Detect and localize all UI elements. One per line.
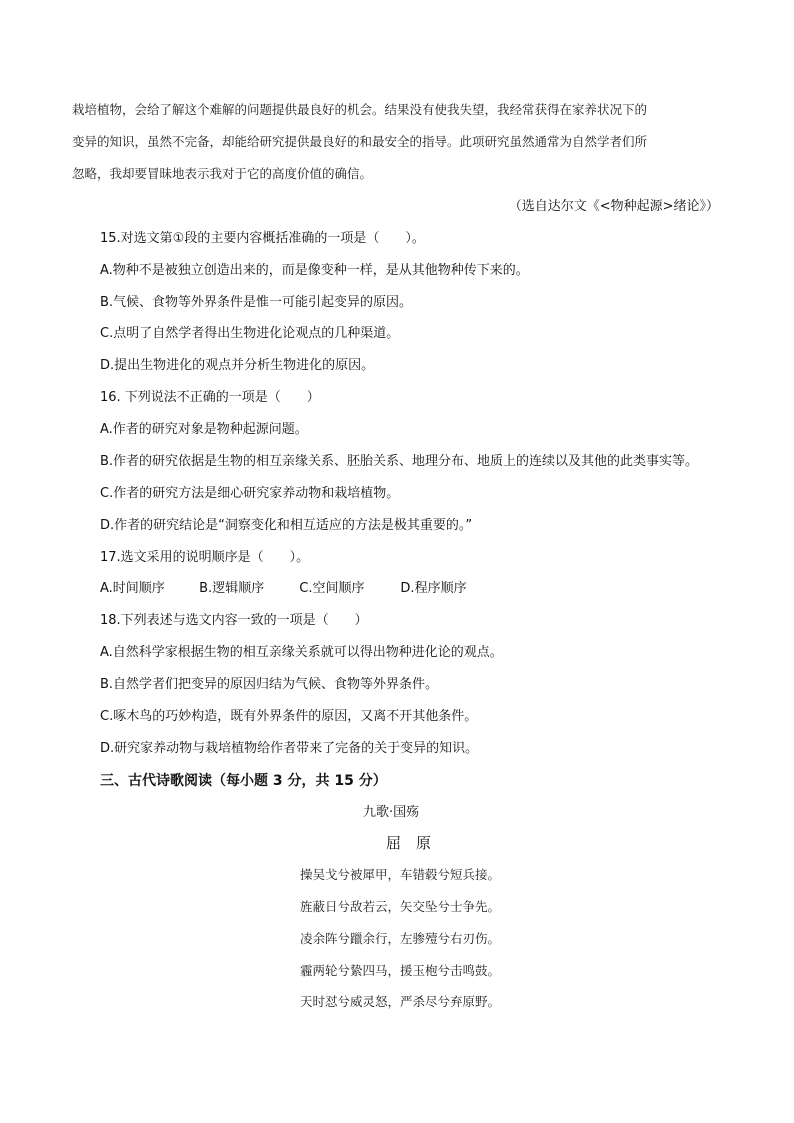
question-17-stem: 17.选文采用的说明顺序是（ ）。	[100, 550, 310, 565]
poem-line-4: 霾两轮兮絷四马，援玉枹兮击鸣鼓。	[300, 963, 501, 978]
poem-line-3: 凌余阵兮躐余行，左骖殪兮右刃伤。	[300, 931, 501, 946]
passage-line-2: 变异的知识，虽然不完备，却能给研究提供最良好的和最安全的指导。此项研究虽然通常为自然学者们所	[72, 134, 648, 149]
question-16-option-a: A.作者的研究对象是物种起源问题。	[100, 422, 308, 437]
question-17-option-b: B.逻辑顺序	[199, 581, 265, 596]
question-17-option-d: D.程序顺序	[400, 581, 467, 596]
poem-title: 九歌·国殇	[363, 805, 420, 820]
poem-line-1: 操吴戈兮被犀甲，车错毂兮短兵接。	[300, 867, 501, 882]
question-16-option-d: D.作者的研究结论是“洞察变化和相互适应的方法是极其重要的。”	[100, 518, 473, 533]
question-18-option-b: B.自然学者们把变异的原因归结为气候、食物等外界条件。	[100, 677, 439, 692]
question-18-option-a: A.自然科学家根据生物的相互亲缘关系就可以得出物种进化论的观点。	[100, 645, 503, 660]
question-18-option-c: C.啄木鸟的巧妙构造，既有外界条件的原因，又离不开其他条件。	[100, 709, 478, 724]
question-15-option-c: C.点明了自然学者得出生物进化论观点的几种渠道。	[100, 326, 400, 341]
poem-line-2: 旌蔽日兮敌若云，矢交坠兮士争先。	[300, 899, 501, 914]
passage-source: （选自达尔文《<物种起源>绪论》）	[508, 199, 719, 214]
question-16-option-b: B.作者的研究依据是生物的相互亲缘关系、胚胎关系、地理分布、地质上的连续以及其他的此类事实等。	[100, 454, 699, 469]
question-17-options	[100, 582, 467, 595]
question-16-option-c: C.作者的研究方法是细心研究家养动物和栽培植物。	[100, 486, 400, 501]
question-17-option-c: C.空间顺序	[299, 581, 365, 596]
poem-author: 屈 原	[386, 834, 432, 852]
poem-line-5: 天时怼兮威灵怒，严杀尽兮弃原野。	[300, 994, 501, 1009]
section-3-heading: 三、古代诗歌阅读（每小题 3 分，共 15 分）	[100, 773, 387, 789]
question-16-stem: 16. 下列说法不正确的一项是（ ）	[100, 390, 320, 405]
question-18-stem: 18.下列表述与选文内容一致的一项是（ ）	[100, 613, 368, 628]
passage-line-3: 忽略，我却要冒昧地表示我对于它的高度价值的确信。	[72, 166, 373, 181]
passage-line-1: 栽培植物，会给了解这个难解的问题提供最良好的机会。结果没有使我失望，我经常获得在家养状况下的	[72, 102, 648, 117]
question-15-option-d: D.提出生物进化的观点并分析生物进化的原因。	[100, 358, 375, 373]
question-15-stem: 15.对选文第①段的主要内容概括准确的一项是（ ）。	[100, 231, 425, 246]
question-17-option-a: A.时间顺序	[100, 581, 165, 596]
question-18-option-d: D.研究家养动物与栽培植物给作者带来了完备的关于变异的知识。	[100, 741, 479, 756]
question-15-option-b: B.气候、食物等外界条件是惟一可能引起变异的原因。	[100, 295, 413, 310]
question-15-option-a: A.物种不是被独立创造出来的，而是像变种一样，是从其他物种传下来的。	[100, 263, 529, 278]
